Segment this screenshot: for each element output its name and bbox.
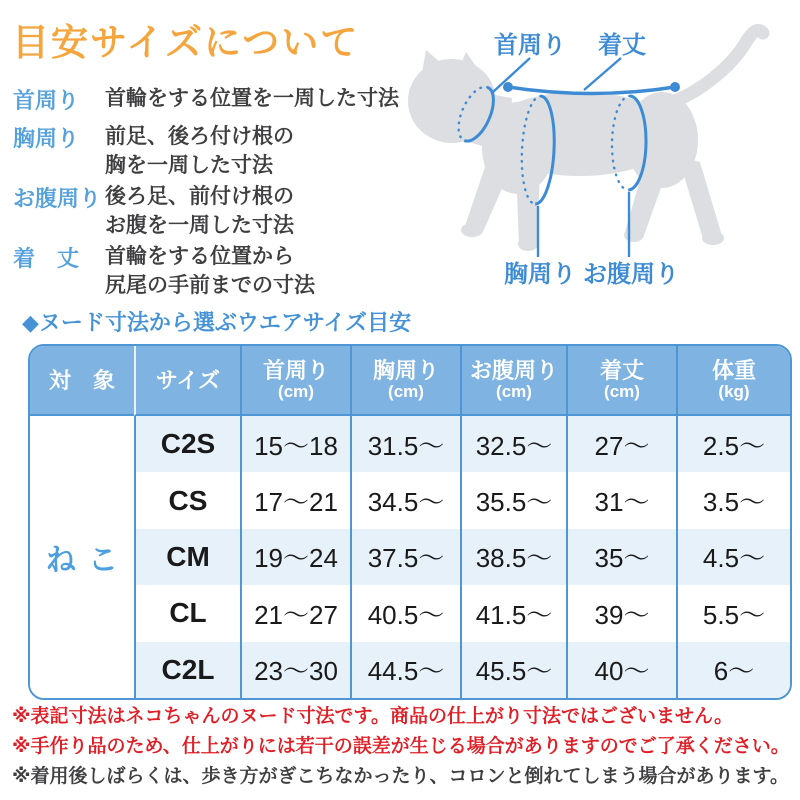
- chest-cell: 34.5〜: [350, 472, 460, 528]
- belly-cell: 45.5〜: [460, 642, 566, 698]
- header-chest: [350, 346, 460, 416]
- length-cell: 31〜: [566, 472, 676, 528]
- cat-rear-leg-back: [678, 156, 722, 242]
- definition-text: 前足、後ろ付け根の: [105, 125, 294, 148]
- weight-cell: 6〜: [676, 642, 790, 698]
- definition-term: 着 丈: [13, 246, 80, 271]
- size-cell: CL: [134, 585, 240, 641]
- diagram-label-chest: 胸周り: [504, 261, 576, 288]
- cat-paw: [624, 228, 644, 242]
- header-chest-label: 胸周り: [372, 358, 439, 383]
- note-after-wearing: ※着用後しばらくは、歩き方がぎこちなかったり、コロンと倒れてしまう場合があります。: [12, 766, 789, 787]
- cat-front-leg-back: [516, 166, 540, 246]
- header-weight-unit: (kg): [718, 382, 750, 401]
- neck-cell: 15〜18: [240, 416, 350, 472]
- diagram-label-length: 着丈: [598, 32, 646, 59]
- section-title: ◆ヌード寸法から選ぶウエアサイズ目安: [22, 310, 412, 335]
- neck-cell: 17〜21: [240, 472, 350, 528]
- cat-paw: [518, 237, 538, 251]
- definition-term: 胸周り: [13, 126, 80, 151]
- length-cell: 40〜: [566, 642, 676, 698]
- page-title: 目安サイズについて: [12, 22, 360, 63]
- neck-cell: 21〜27: [240, 585, 350, 641]
- diagram-label-belly: お腹周り: [583, 261, 679, 288]
- definition-text: 首輪をする位置から: [105, 245, 294, 268]
- header-size: サイズ: [134, 346, 240, 416]
- header-neck-unit: (cm): [278, 382, 314, 401]
- back-length-dot-right: [670, 82, 680, 92]
- diagram-label-neck: 首周り: [494, 32, 566, 59]
- cat-front-leg-forward: [464, 158, 512, 234]
- note-nude-size: ※表記寸法はネコちゃんのヌード寸法です。商品の仕上がり寸法ではございません。: [12, 706, 734, 727]
- chest-cell: 31.5〜: [350, 416, 460, 472]
- cat-tail: [672, 30, 763, 102]
- back-length-dot-left: [503, 82, 513, 92]
- definition-text: 尻尾の手前までの寸法: [105, 274, 315, 297]
- cat-rear-leg-forward: [625, 166, 666, 238]
- weight-cell: 3.5〜: [676, 472, 790, 528]
- cat-measurement-diagram: [400, 0, 800, 300]
- back-length-line: [508, 87, 675, 94]
- belly-cell: 38.5〜: [460, 529, 566, 585]
- header-belly-unit: (cm): [496, 382, 532, 401]
- header-neck: [240, 346, 350, 416]
- weight-cell: 2.5〜: [676, 416, 790, 472]
- size-cell: C2L: [134, 642, 240, 698]
- header-target: 対 象: [30, 346, 134, 416]
- header-belly-label: お腹周り: [469, 358, 558, 383]
- chest-cell: 40.5〜: [350, 585, 460, 641]
- size-table: [28, 344, 792, 700]
- definition-text: 首輪をする位置を一周した寸法: [105, 87, 399, 110]
- length-cell: 35〜: [566, 529, 676, 585]
- header-neck-label: 首周り: [262, 358, 329, 383]
- length-cell: 27〜: [566, 416, 676, 472]
- length-cell: 39〜: [566, 585, 676, 641]
- weight-cell: 5.5〜: [676, 585, 790, 641]
- header-chest-unit: (cm): [388, 382, 424, 401]
- belly-cell: 35.5〜: [460, 472, 566, 528]
- header-weight-label: 体重: [711, 358, 756, 383]
- definition-term: お腹周り: [13, 186, 102, 211]
- header-length-label: 着丈: [599, 358, 644, 383]
- chest-cell: 44.5〜: [350, 642, 460, 698]
- note-handmade: ※手作り品のため、仕上がりには若干の誤差が生じる場合がありますのでご了承ください。: [12, 736, 790, 757]
- neck-cell: 23〜30: [240, 642, 350, 698]
- length-pointer-line: [584, 58, 621, 90]
- footer-notes: [12, 702, 792, 792]
- belly-cell: 32.5〜: [460, 416, 566, 472]
- size-cell: C2S: [134, 416, 240, 472]
- belly-cell: 41.5〜: [460, 585, 566, 641]
- chest-cell: 37.5〜: [350, 529, 460, 585]
- target-cell-cat: ねこ: [30, 416, 134, 698]
- weight-cell: 4.5〜: [676, 529, 790, 585]
- header-length-unit: (cm): [604, 382, 640, 401]
- header-weight: [676, 346, 790, 416]
- definition-text: お腹を一周した寸法: [105, 214, 294, 237]
- size-cell: CS: [134, 472, 240, 528]
- header-length: [566, 346, 676, 416]
- cat-paw: [461, 223, 483, 237]
- definition-term: 首周り: [13, 88, 80, 113]
- neck-cell: 19〜24: [240, 529, 350, 585]
- header-belly: [460, 346, 566, 416]
- size-cell: CM: [134, 529, 240, 585]
- definition-text: 後ろ足、前付け根の: [105, 185, 294, 208]
- cat-silhouette-illustration: [408, 30, 763, 251]
- definition-text: 胸を一周した寸法: [105, 154, 273, 177]
- cat-paw: [702, 231, 724, 245]
